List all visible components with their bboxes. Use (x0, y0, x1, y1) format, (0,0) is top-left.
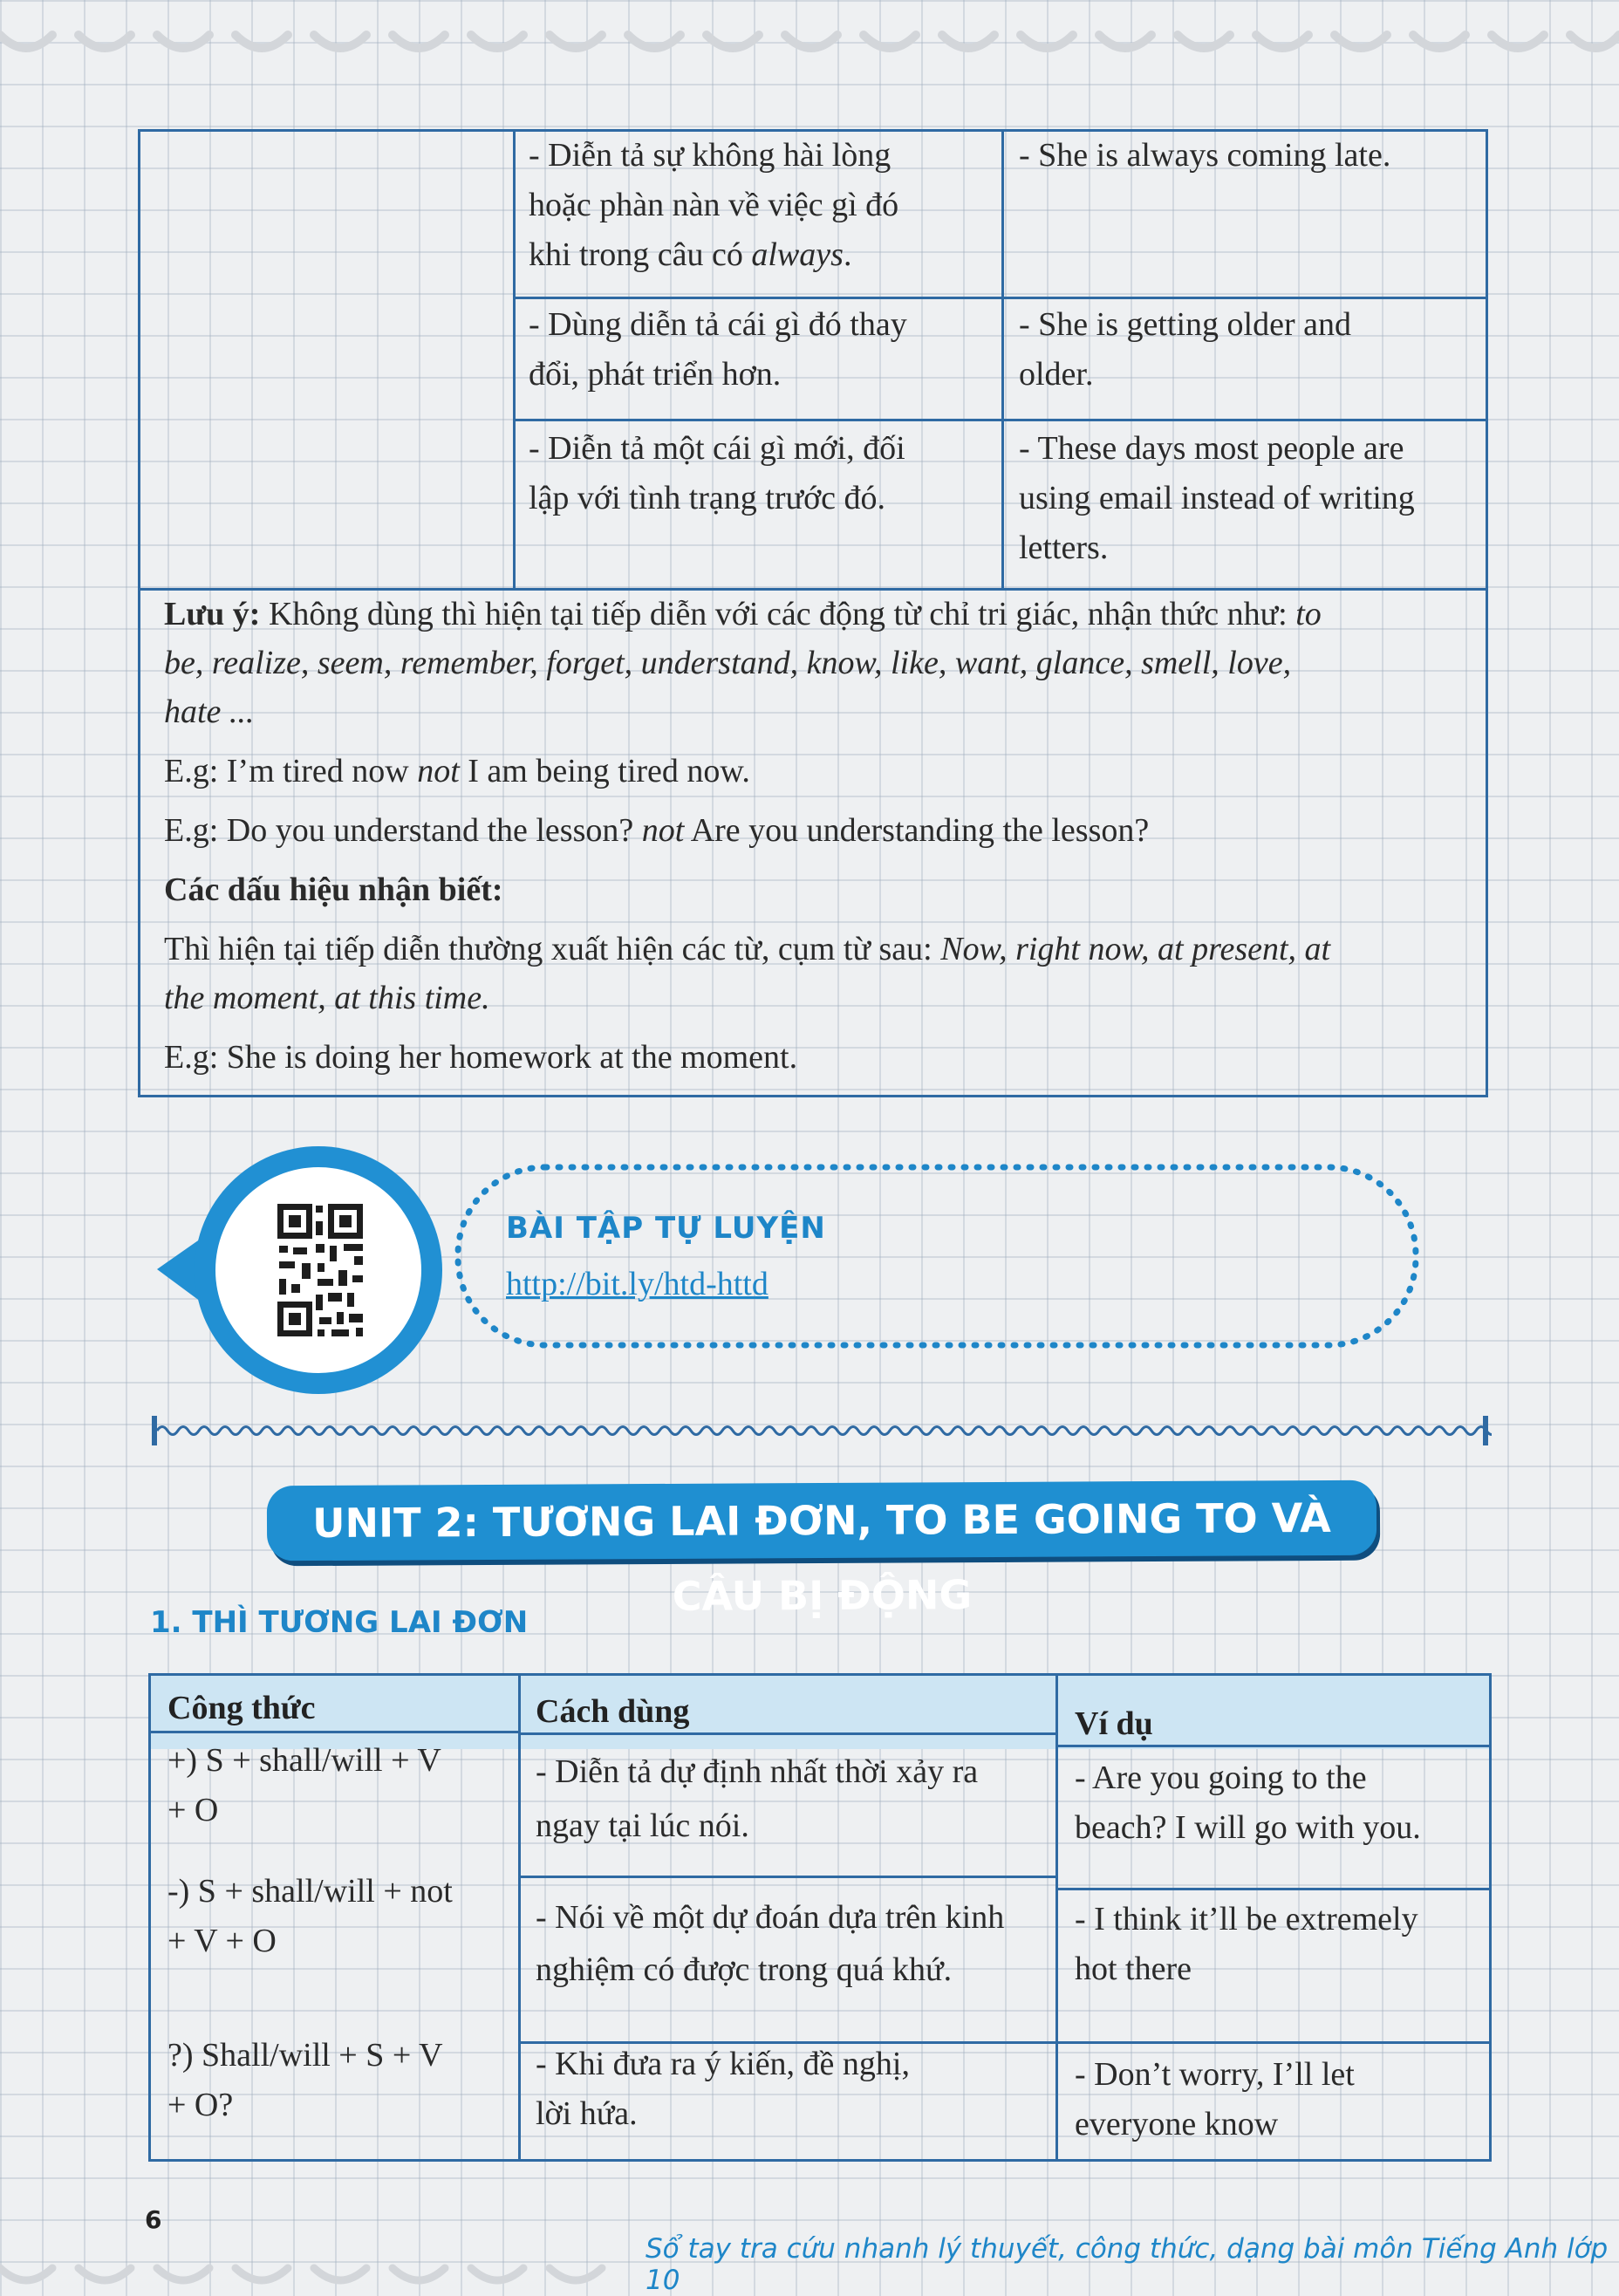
header-usage: Cách dùng (536, 1693, 690, 1730)
text-line: hoặc phàn nàn về việc gì đó (529, 187, 899, 223)
text-line: - Khi đưa ra ý kiến, đề nghị, (536, 2046, 910, 2082)
text-line: -) S + shall/will + not (167, 1873, 453, 1910)
text-span: E.g: Do you understand the lesson? (164, 812, 642, 849)
text-line: ?) Shall/will + S + V (167, 2037, 443, 2074)
text-line: - She is always coming late. (1019, 137, 1391, 174)
example-line (164, 747, 1472, 796)
italic-word: not (641, 812, 685, 849)
text-line: hot there (1075, 1951, 1192, 1987)
text-span: I am being tired now. (459, 753, 750, 789)
note-verbs-line (164, 639, 1472, 687)
table-divider (1055, 1888, 1492, 1890)
example-cell (1075, 1753, 1485, 1853)
usage-cell (529, 131, 991, 280)
text-line: - Diễn tả một cái gì mới, đối (529, 430, 905, 467)
text-line: + O? (167, 2087, 234, 2123)
header-example: Ví dụ (1075, 1705, 1153, 1742)
unit-title-banner: UNIT 2: TƯƠNG LAI ĐƠN, TO BE GOING TO VÀ CÂU BỊ ĐỘNG (267, 1480, 1376, 1561)
example-cell (1019, 424, 1481, 573)
text-line: - She is getting older and (1019, 306, 1351, 343)
text-line: lời hứa. (536, 2095, 638, 2132)
text-line: letters. (1019, 530, 1109, 566)
banner-arrow (157, 1239, 201, 1302)
example-line (164, 1033, 1472, 1082)
text-line: - Diễn tả dự định nhất thời xảy ra (536, 1753, 979, 1790)
text-line: lập với tình trạng trước đó. (529, 480, 886, 516)
text-line (529, 230, 991, 280)
note-label: Lưu ý: (164, 596, 261, 632)
text-span: Thì hiện tại tiếp diễn thường xuất hiện các từ, cụm từ sau: (164, 931, 941, 967)
note-verbs: to (1295, 596, 1322, 632)
example-cell (1019, 131, 1481, 181)
italic-word: not (417, 753, 460, 789)
italic-word: always (751, 236, 844, 273)
note-section (164, 590, 1472, 1082)
example-line (164, 806, 1472, 855)
practice-link[interactable]: http://bit.ly/htd-httd (506, 1266, 769, 1302)
text-line: ngay tại lúc nói. (536, 1807, 749, 1844)
text-line: - These days most people are (1019, 430, 1404, 467)
text-span: . (843, 236, 852, 273)
text-line: - Dùng diễn tả cái gì đó thay (529, 306, 907, 343)
table-divider (1001, 129, 1004, 590)
text-line: - Don’t worry, I’ll let (1075, 2056, 1355, 2093)
signs-line (164, 974, 1472, 1022)
usage-cell (536, 1891, 1050, 1996)
section-heading: 1. THÌ TƯƠNG LAI ĐƠN (150, 1605, 529, 1640)
example-cell (1075, 1895, 1485, 1994)
table-divider (1055, 2041, 1492, 2044)
page-number: 6 (145, 2205, 162, 2234)
text-line: + O (167, 1792, 219, 1828)
usage-cell (529, 300, 991, 400)
practice-title: BÀI TẬP TỰ LUYỆN (506, 1211, 826, 1246)
usage-cell (529, 424, 991, 523)
practice-banner (148, 1108, 1448, 1396)
note-text: Không dùng thì hiện tại tiếp diễn với các động từ chỉ tri giác, nhận thức như: (260, 596, 1296, 632)
note-verbs-line (164, 687, 1472, 736)
formula-cell (167, 1736, 508, 1835)
italic-words: Now, right now, at present, at (940, 931, 1331, 967)
text-span: E.g: She is doing her homework at the moment. (164, 1039, 798, 1076)
text-line: - I think it’ll be extremely (1075, 1901, 1418, 1937)
note-verbs: be, realize, seem, remember, forget, understand, know, like, want, glance, smell, love, (164, 645, 1292, 681)
usage-cell (536, 2040, 1050, 2139)
formula-cell (167, 1867, 508, 1966)
note-paragraph (164, 590, 1472, 639)
italic-words: the moment, at this time. (164, 980, 490, 1016)
usage-cell (536, 1745, 1050, 1853)
table-divider (513, 297, 1488, 299)
example-cell (1075, 2050, 1485, 2149)
text-line: - Are you going to the (1075, 1760, 1367, 1796)
table-divider (513, 419, 1488, 421)
book-footer-title: Sổ tay tra cứu nhanh lý thuyết, công thức, dạng bài môn Tiếng Anh lớp 10 (646, 2233, 1609, 2296)
text-line: - Nói về một dự đoán dựa trên kinh (536, 1899, 1005, 1936)
text-span: khi trong câu có (529, 236, 752, 273)
text-line: nghiệm có được trong quá khứ. (536, 1951, 953, 1988)
text-line: using email instead of writing (1019, 480, 1415, 516)
text-line: - Diễn tả sự không hài lòng (529, 137, 891, 174)
text-line: + V + O (167, 1923, 277, 1959)
table-divider (518, 1876, 1055, 1878)
text-line: beach? I will go with you. (1075, 1809, 1421, 1846)
formula-cell (167, 2031, 508, 2130)
dotted-frame (458, 1167, 1416, 1345)
text-span: E.g: I’m tired now (164, 753, 418, 789)
signs-line (164, 925, 1472, 974)
signs-heading (164, 865, 1472, 914)
top-wave-decoration (0, 0, 1619, 79)
table-divider (518, 1673, 521, 2162)
text-line: +) S + shall/will + V (167, 1742, 441, 1779)
header-formula: Công thức (167, 1690, 316, 1726)
text-line: đổi, phát triển hơn. (529, 356, 782, 393)
wavy-divider (148, 1409, 1492, 1452)
note-verbs: hate ... (164, 694, 255, 730)
example-cell (1019, 300, 1481, 400)
text-line: older. (1019, 356, 1094, 393)
bold-text: Các dấu hiệu nhận biết: (164, 871, 503, 908)
text-line: everyone know (1075, 2106, 1279, 2142)
text-span: Are you understanding the lesson? (684, 812, 1150, 849)
table-divider (513, 129, 516, 590)
